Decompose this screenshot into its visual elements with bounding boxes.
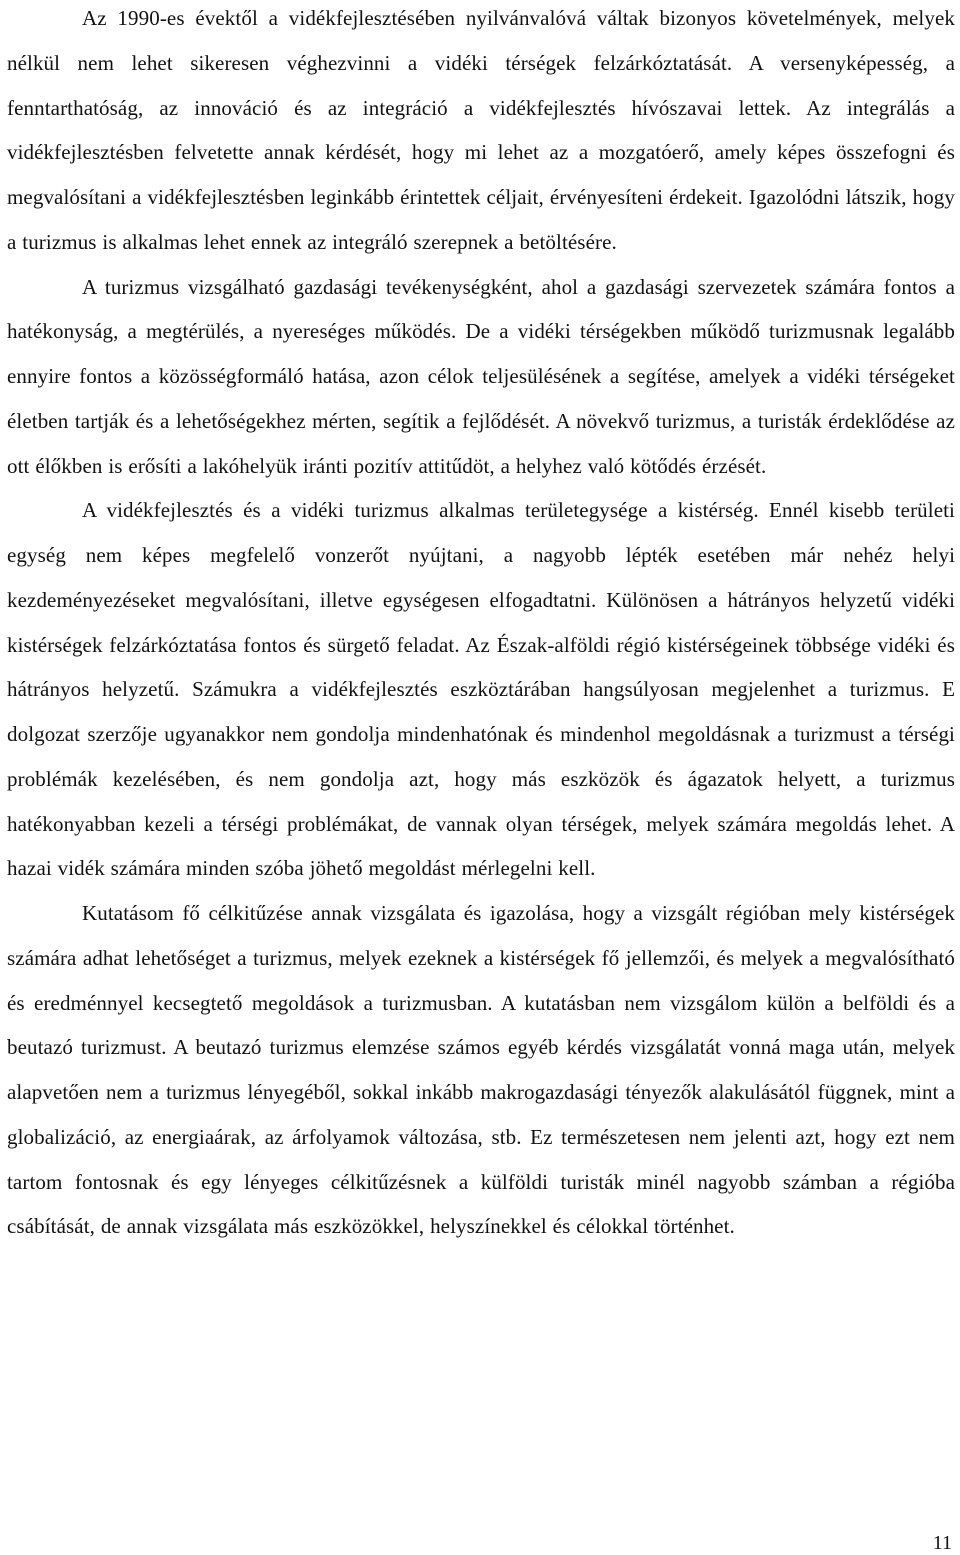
page-number: 11 bbox=[932, 1532, 952, 1554]
paragraph: A turizmus vizsgálható gazdasági tevékenységként, ahol a gazdasági szervezetek számára fontos a hatékonyság, a megtérülés, a nyereséges működés. De a vidéki térségekben működő turizmusnak legalább ennyire fontos a közösségformáló hatása, azon célok teljesülésének a segítése, amelyek a vidéki térségeket életben tartják és a lehetőségekhez mérten, segítik a fejlődését. A növekvő turizmus, a turisták érdeklődése az ott élőkben is erősíti a lakóhelyük iránti pozitív attitűdöt, a helyhez való kötődés érzését. bbox=[7, 274, 955, 478]
document-body bbox=[7, 0, 955, 1249]
paragraph: Az 1990-es évektől a vidékfejlesztésében nyilvánvalóvá váltak bizonyos követelmények, melyek nélkül nem lehet sikeresen véghezvinni a vidéki térségek felzárkóztatását. A versenyképesség, a fenntarthatóság, az innováció és az integráció a vidékfejlesztés hívószavai lettek. Az integrálás a vidékfejlesztésben felvetette annak kérdését, hogy mi lehet az a mozgatóerő, amely képes összefogni és megvalósítani a vidékfejlesztésben leginkább érintettek céljait, érvényesíteni érdekeit. Igazolódni látszik, hogy a turizmus is alkalmas lehet ennek az integráló szerepnek a betöltésére. bbox=[7, 6, 955, 254]
paragraph: Kutatásom fő célkitűzése annak vizsgálata és igazolása, hogy a vizsgált régióban mely kistérségek számára adhat lehetőséget a turizmus, melyek ezeknek a kistérségek fő jellemzői, és melyek a megvalósítható és eredménnyel kecsegtető megoldások a turizmusban. A kutatásban nem vizsgálom külön a belföldi és a beutazó turizmust. A beutazó turizmus elemzése számos egyéb kérdés vizsgálatát vonná maga után, melyek alapvetően nem a turizmus lényegéből, sokkal inkább makrogazdasági tényezők alakulásától függnek, mint a globalizáció, az energiaárak, az árfolyamok változása, stb. Ez természetesen nem jelenti azt, hogy ezt nem tartom fontosnak és egy lényeges célkitűzésnek a külföldi turisták minél nagyobb számban a régióba csábítását, de annak vizsgálata más eszközökkel, helyszínekkel és célokkal történhet. bbox=[7, 901, 955, 1239]
paragraph: A vidékfejlesztés és a vidéki turizmus alkalmas területegysége a kistérség. Ennél kisebb területi egység nem képes megfelelő vonzerőt nyújtani, a nagyobb lépték esetében már nehéz helyi kezdeményezéseket megvalósítani, illetve egységesen elfogadtatni. Különösen a hátrányos helyzetű vidéki kistérségek felzárkóztatása fontos és sürgető feladat. Az Észak-alföldi régió kistérségeinek többsége vidéki és hátrányos helyzetű. Számukra a vidékfejlesztés eszköztárában hangsúlyosan megjelenhet a turizmus. E dolgozat szerzője ugyanakkor nem gondolja mindenhatónak és mindenhol megoldásnak a turizmust a térségi problémák kezelésében, és nem gondolja azt, hogy más eszközök és ágazatok helyett, a turizmus hatékonyabban kezeli a térségi problémákat, de vannak olyan térségek, melyek számára megoldás lehet. A hazai vidék számára minden szóba jöhető megoldást mérlegelni kell. bbox=[7, 498, 955, 881]
